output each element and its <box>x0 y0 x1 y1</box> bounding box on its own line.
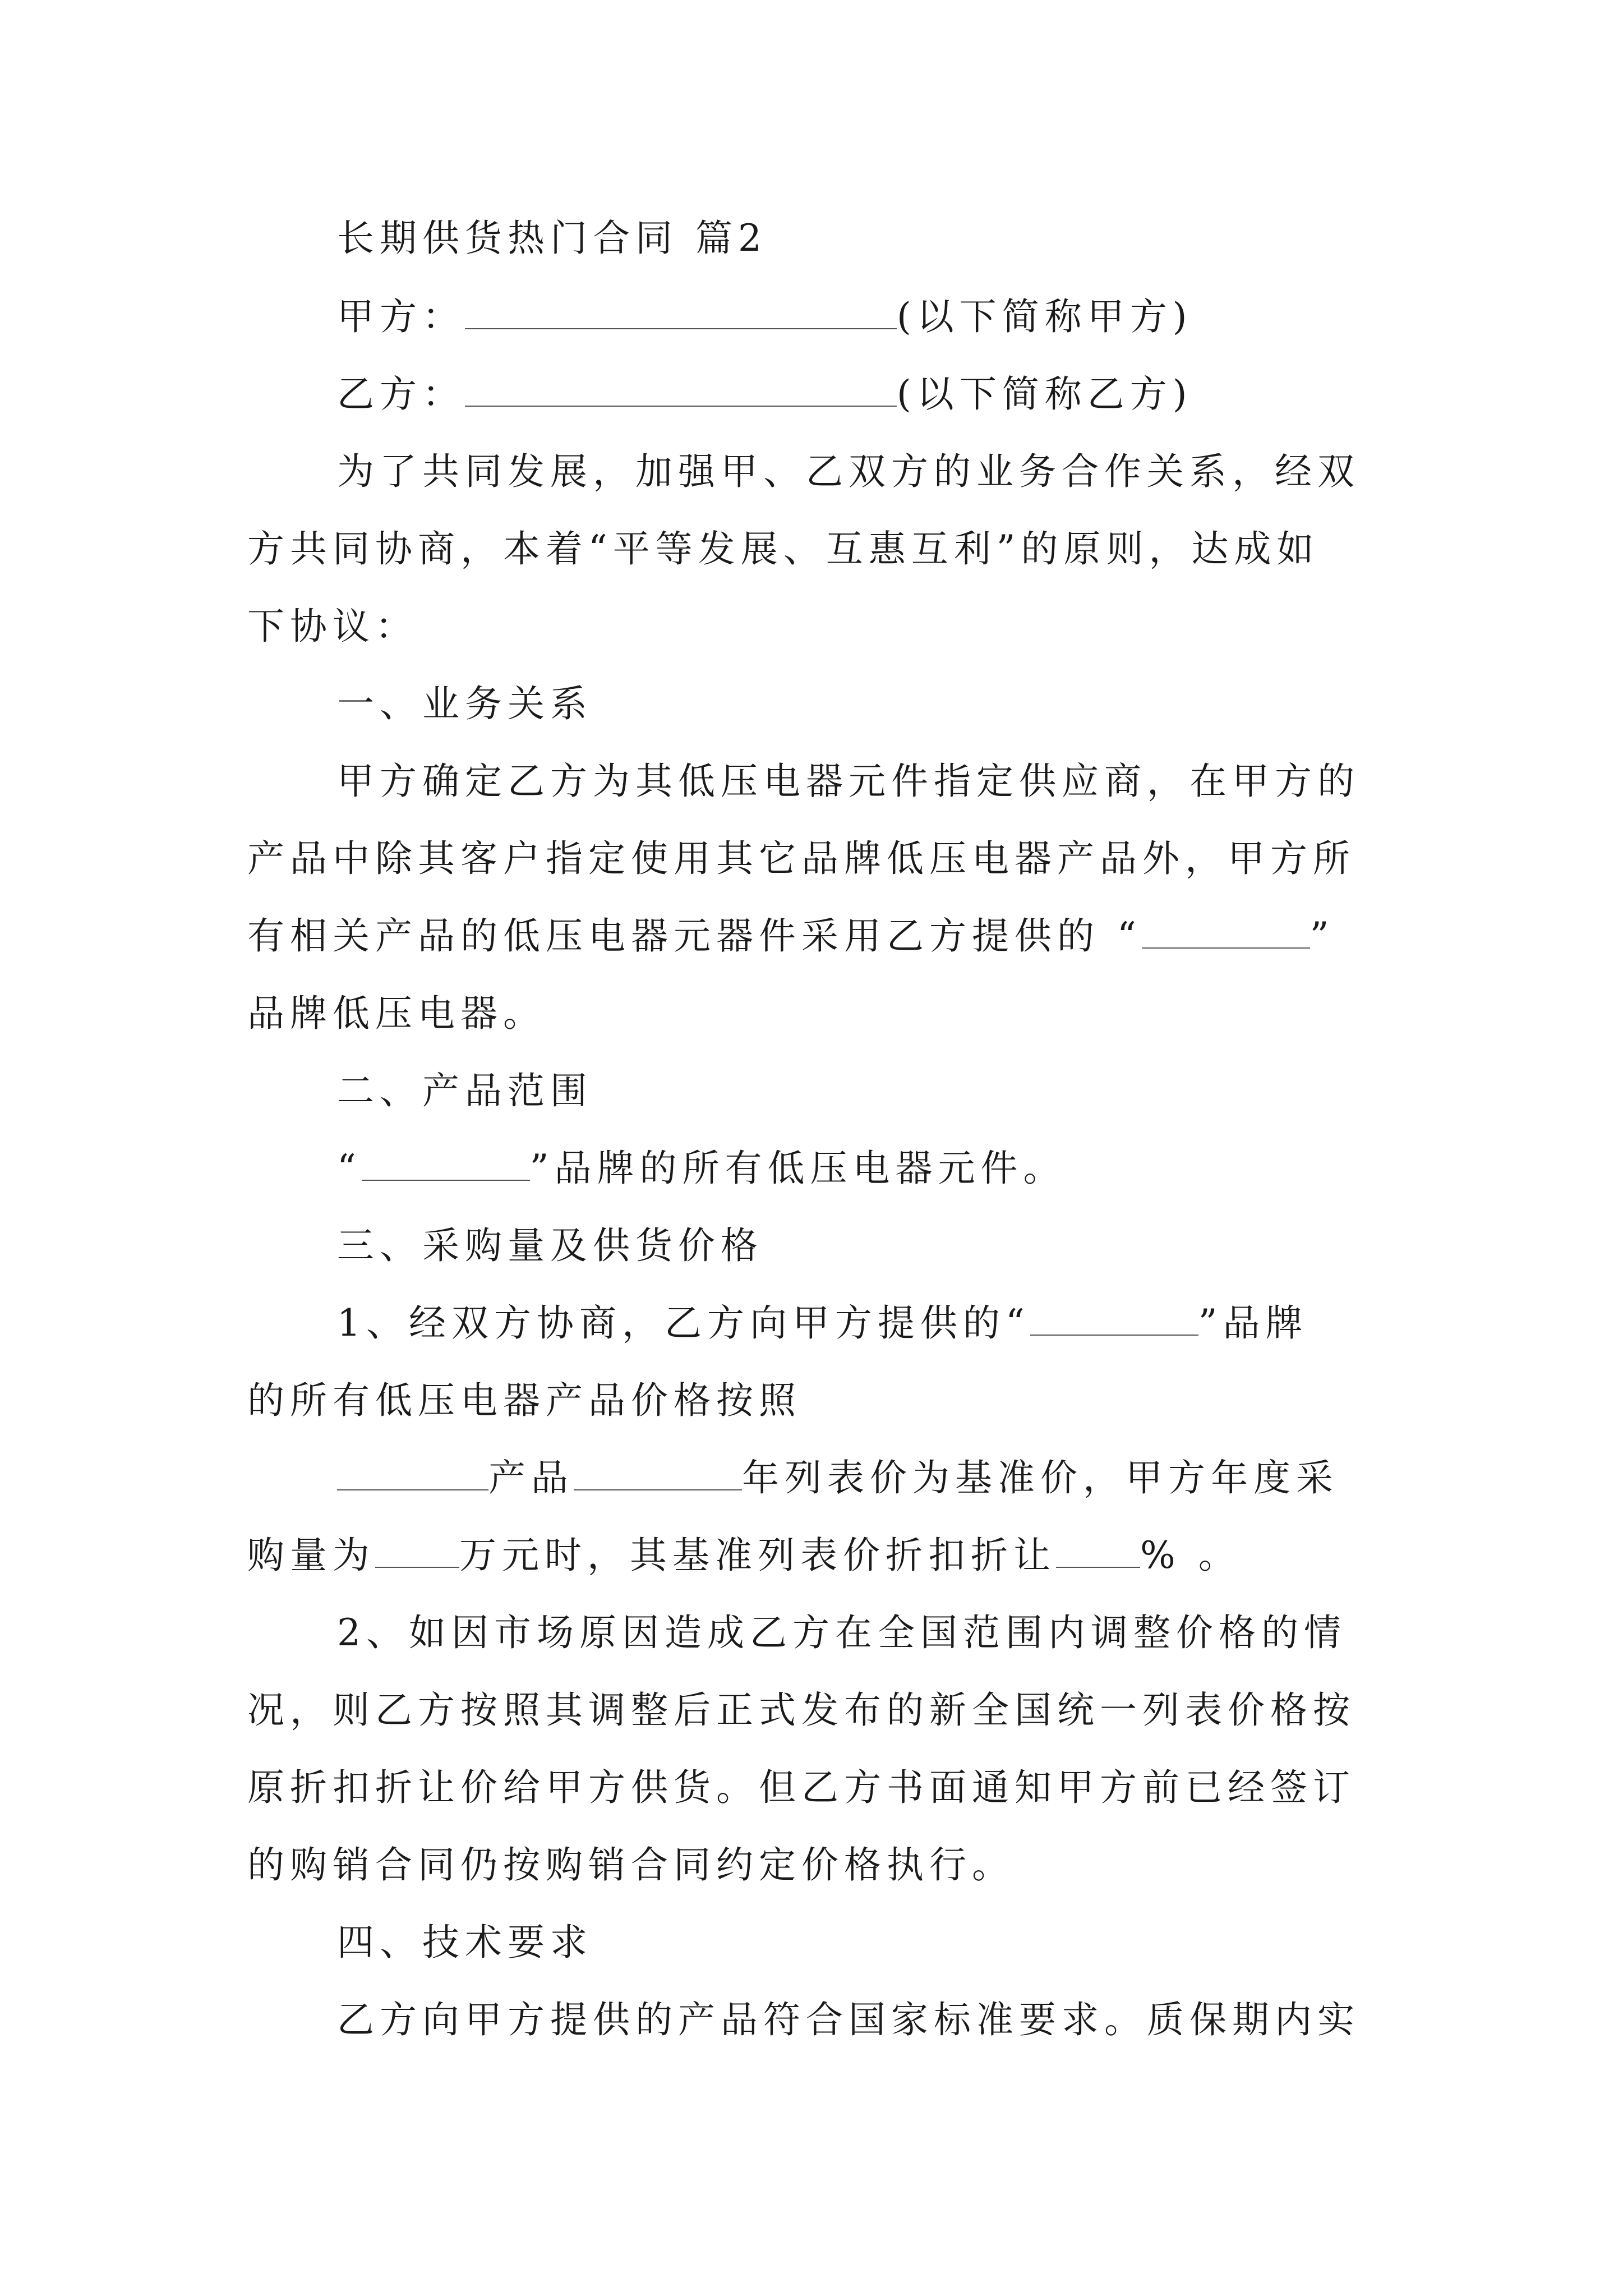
product-blank <box>337 1460 488 1490</box>
party-a-blank <box>465 299 897 329</box>
paragraph-line <box>337 1301 1308 1346</box>
year-blank <box>574 1460 742 1490</box>
paragraph-line: 的所有低压电器产品价格按照 <box>247 1379 801 1422</box>
text-segment: 购量为 <box>247 1534 375 1577</box>
text-segment: 1、经双方协商，乙方向甲方提供的“ <box>337 1301 1030 1345</box>
section-heading: 四、技术要求 <box>337 1921 593 1964</box>
text-segment: % 。 <box>1140 1534 1241 1577</box>
paragraph-line <box>247 914 1334 959</box>
party-b-suffix: (以下简称乙方) <box>897 372 1193 416</box>
paragraph-line <box>247 1533 1241 1578</box>
party-a-label: 甲方： <box>337 295 465 338</box>
paragraph-line: 甲方确定乙方为其低压电器元件指定供应商，在甲方的 <box>337 760 1360 803</box>
paragraph-line: 产品中除其客户指定使用其它品牌低压电器产品外，甲方所 <box>247 837 1355 880</box>
paragraph-line: 况，则乙方按照其调整后正式发布的新全国统一列表价格按 <box>247 1688 1355 1732</box>
brand-blank <box>1142 918 1310 949</box>
brand-blank <box>1030 1305 1198 1336</box>
paragraph-line: 方共同协商，本着“平等发展、互惠互利”的原则，达成如 <box>247 527 1320 570</box>
paragraph-line <box>337 1146 1066 1191</box>
text-segment: ”品牌的所有低压电器元件。 <box>529 1147 1066 1190</box>
paragraph-line <box>337 1456 1339 1501</box>
paragraph-line: 下协议： <box>247 605 418 648</box>
party-a-suffix: (以下简称甲方) <box>897 295 1193 338</box>
text-segment: 有相关产品的低压电器元器件采用乙方提供的 “ <box>247 914 1142 958</box>
party-b-blank <box>465 376 897 407</box>
title-text: 长期供货热门合同 篇2 <box>337 217 767 260</box>
paragraph-line: 2、如因市场原因造成乙方在全国范围内调整价格的情 <box>337 1611 1347 1654</box>
text-segment: ”品牌 <box>1198 1301 1308 1345</box>
paragraph-line: 乙方向甲方提供的产品符合国家标准要求。质保期内实 <box>337 1998 1360 2041</box>
party-b-line <box>337 372 1193 417</box>
text-segment: “ <box>337 1147 362 1190</box>
party-b-label: 乙方： <box>337 372 465 416</box>
percent-blank <box>1056 1538 1140 1568</box>
text-segment: 万元时，其基准列表价折扣折让 <box>459 1534 1056 1577</box>
text-segment: ” <box>1310 914 1335 958</box>
paragraph-line: 原折扣折让价给甲方供货。但乙方书面通知甲方前已经签订 <box>247 1766 1355 1809</box>
paragraph-line: 品牌低压电器。 <box>247 992 546 1035</box>
party-a-line <box>337 295 1193 339</box>
paragraph-line: 的购销合同仍按购销合同约定价格执行。 <box>247 1843 1015 1887</box>
text-segment: 产品 <box>488 1456 574 1499</box>
text-segment: 年列表价为基准价，甲方年度采 <box>742 1456 1339 1499</box>
document-title <box>337 216 767 261</box>
amount-blank <box>375 1538 459 1568</box>
section-heading: 二、产品范围 <box>337 1069 593 1112</box>
section-heading: 一、业务关系 <box>337 682 593 725</box>
brand-blank <box>362 1151 530 1181</box>
paragraph-line: 为了共同发展，加强甲、乙双方的业务合作关系，经双 <box>337 450 1360 493</box>
section-heading: 三、采购量及供货价格 <box>337 1224 763 1267</box>
